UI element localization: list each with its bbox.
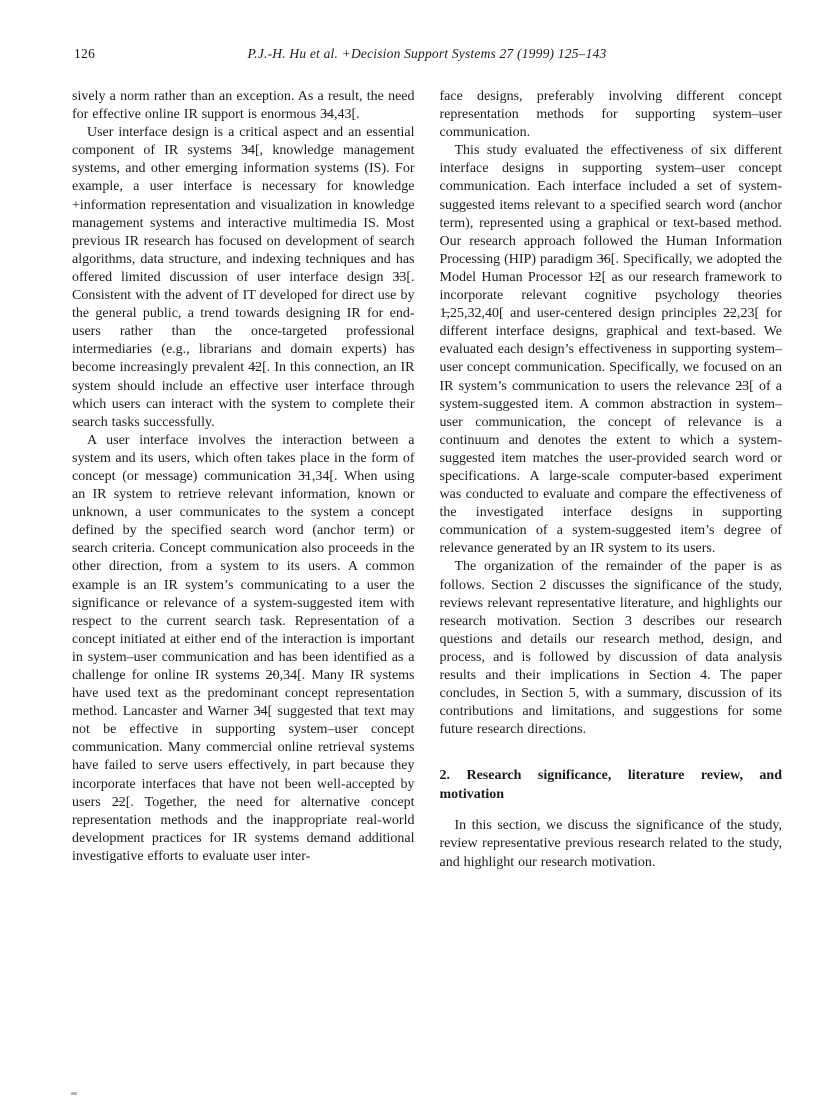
paragraph: A user interface involves the interaction between a system and its users, which often takes place in the form of concept (or message) communication 3̶1,34[. When using an IR system to retrieve relevant information, known or unknown, a user communicates to the system a concept defined by the specified search word (anchor term) or search criteria. Concept communication also proceeds in the other direction, from a system to its users. A common example is an IR system’s communicating to a user the significance or relevance of a system-suggested item with respect to the current search task. Representation of a concept initiated at either end of the interaction is important in system–user communication and has been identified as a challenge for online IR systems 2̶0,34[. Many IR systems have used text as the predominant concept representation method. Lancaster and Warner 3̶4[ suggested that text may not be effective in supporting system–user concept communication. Many commercial online retrieval systems have failed to serve users effectively, in part because they incorporate interfaces that have not been well-accepted by users 2̶2[. Together, the need for alternative concept representation methods and the inappropriate real-world development practices for IR systems demand additional investigative efforts to evaluate user inter- xyxy=(72,432,415,864)
scan-artifact-mark xyxy=(71,1092,77,1095)
left-column xyxy=(72,88,415,872)
page-number: 126 xyxy=(74,46,96,61)
right-column xyxy=(440,88,783,872)
running-head: P.J.-H. Hu et al. +Decision Support Systems 27 (1999) 125–143 xyxy=(247,46,607,61)
paragraph-continuation: sively a norm rather than an exception. As a result, the need for effective online IR support is enormous 3̶4,43[. xyxy=(72,89,415,123)
article-body xyxy=(72,88,782,872)
paragraph-continuation: face designs, preferably involving different concept representation methods for supporting system–user communication. xyxy=(439,89,782,141)
paragraph: This study evaluated the effectiveness of six different interface designs in supporting system–user concept communication. Each interface included a set of system-suggested items relevant to a specified search word (anchor term), represented using a graphical or text-based method. Our research approach followed the Human Information Processing (HIP) paradigm 3̶6[. Specifically, we adopted the Model Human Processor 1̶2[ as our research framework to incorporate relevant cognitive psychology theories 1̶,25,32,40[ and user-centered design principles 2̶2,23[ for different interface designs, graphical and text-based. We evaluated each design’s effectiveness in supporting system–user concept communication. Specifically, we focused on an IR system’s communication to users the relevance 2̶3[ of a system-suggested item. A common abstraction in system–user communication, the concept of relevance is a continuum and denotes the extent to which a system-suggested item matches the user-provided search word or specifications. A large-scale computer-based experiment was conducted to evaluate and compare the effectiveness of the investigated interface designs in supporting communication of a system-suggested item’s degree of relevance generated by an IR system to its users. xyxy=(439,143,782,557)
paragraph: In this section, we discuss the significance of the study, review representative previous research related to the study, and highlight our research motivation. xyxy=(439,818,782,870)
paragraph: User interface design is a critical aspect and an essential component of IR systems 3̶4[, knowledge management systems, and other emerging information systems (IS). For example, a user interface is necessary for knowledge +information representation and visualization in knowledge management systems and interactive multimedia IS. Most previous IR research has focused on development of search algorithms, data structure, and indexing techniques and has offered limited discussion of user interface design 3̶3[. Consistent with the advent of IT developed for direct use by the general public, a trend towards designing IR for end-users rather than the once-targeted professional intermediaries (e.g., librarians and domain experts) has become increasingly prevalent 4̶2[. In this connection, an IR system should include an effective user interface through which users can interact with the system to complete their search tasks successfully. xyxy=(72,125,415,430)
section-heading: 2. Research significance, literature review, and motivation xyxy=(439,768,782,803)
paragraph: The organization of the remainder of the paper is as follows. Section 2 discusses the significance of the study, reviews relevant representative literature, and highlights our research motivation. Section 3 describes our research questions and details our research method, design, and process, and is followed by discussion of data analysis results and their implications in Section 4. The paper concludes, in Section 5, with a summary, discussion of its contributions and limitations, and suggestions for some future research directions. xyxy=(439,559,782,738)
page-header xyxy=(72,46,782,64)
